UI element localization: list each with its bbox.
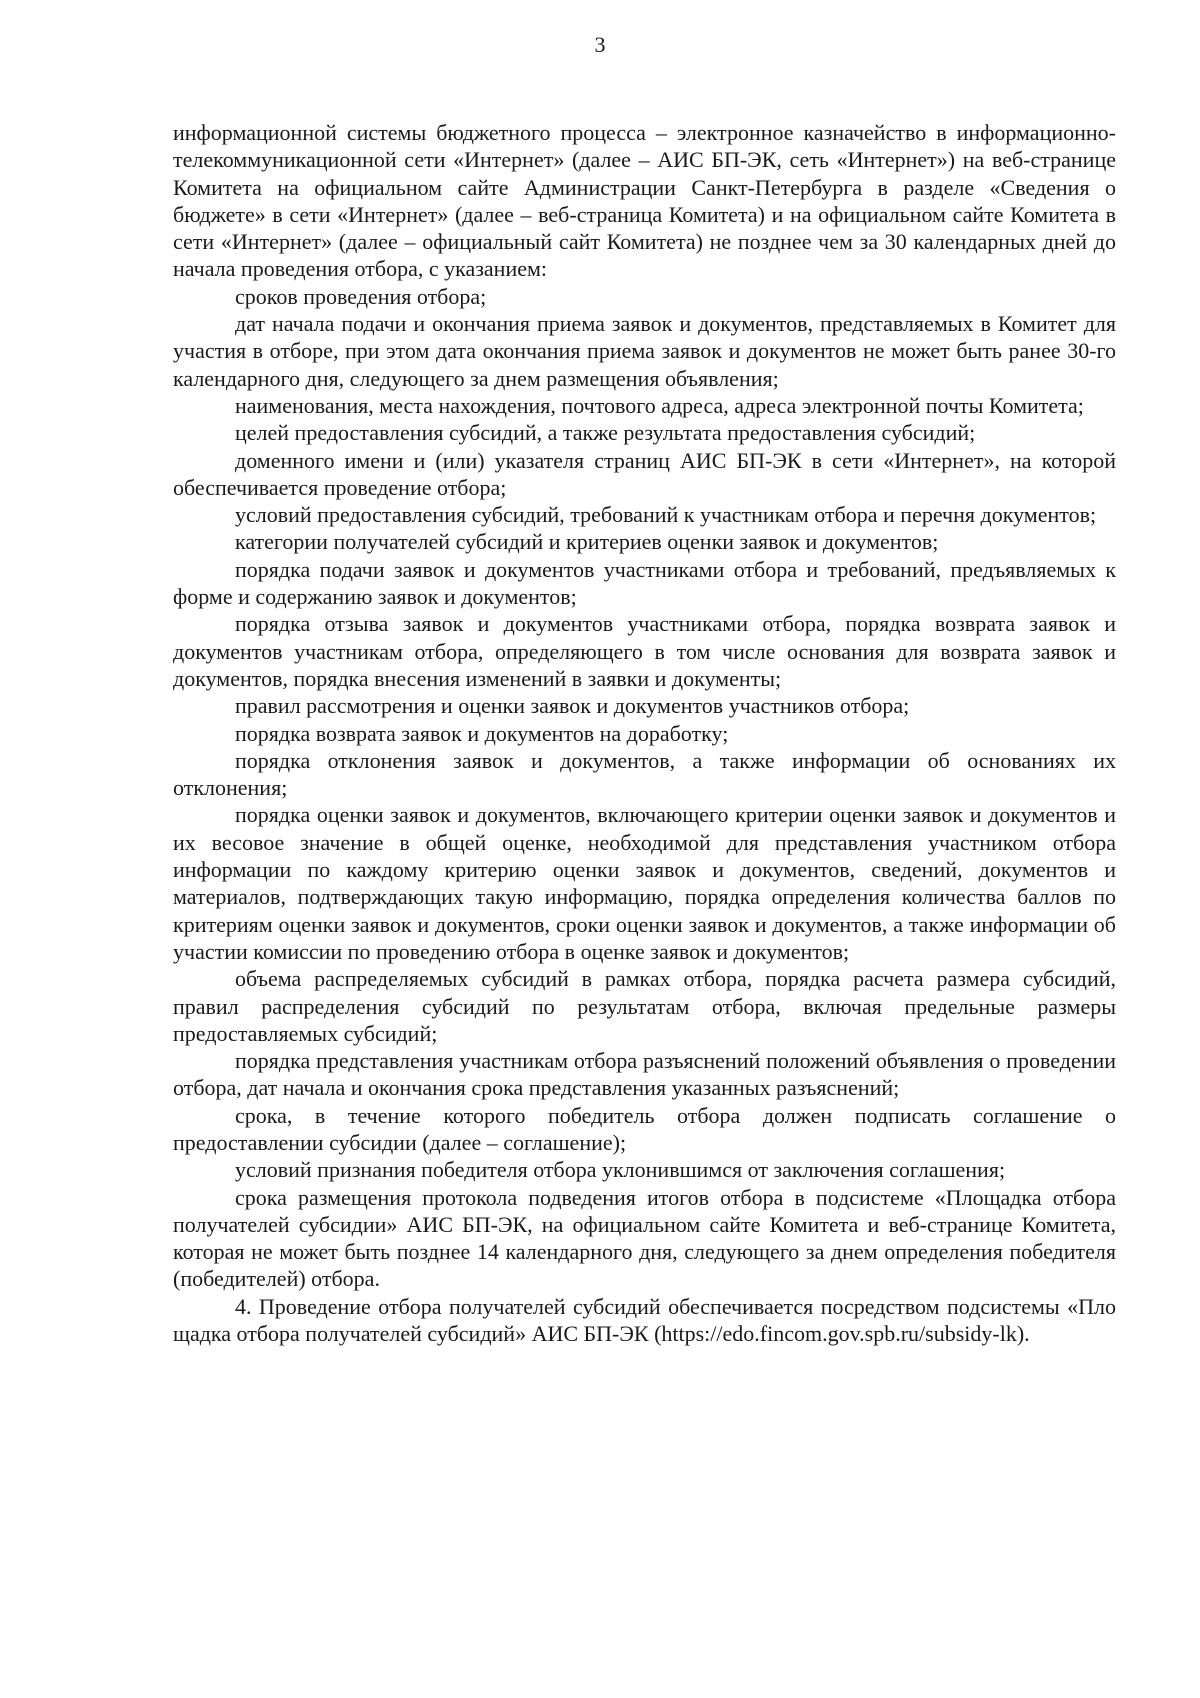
paragraph-domain-name: доменного имени и (или) указателя страниц АИС БП-ЭК в сети «Интернет», на которой обеспечивается проведение отбора; [173,447,1116,500]
paragraph-application-dates: дат начала подачи и окончания приема заявок и документов, представляемых в Комитет для участия в отборе, при этом дата окончания приема заявок и документов не может быть ранее 30-го календарного дня, следующего за днем размещения объявления; [173,311,1116,391]
paragraph-recipient-categories: категории получателей субсидий и критериев оценки заявок и документов; [235,529,939,555]
page-number: 3 [594,32,606,57]
paragraph-subsidy-volume: объема распределяемых субсидий в рамках отбора, порядка расчета размера субсидий, правил распределения субсидий по результатам отбора, включая предельные размеры предоставляемых субсидий; [173,966,1116,1046]
paragraph-agreement-term: срока, в течение которого победитель отбора должен подписать соглашение о предоставлении субсидии (далее – соглашение); [173,1102,1116,1155]
paragraph-clarifications: порядка представления участникам отбора разъяснений положений объявления о проведении отбора, дат начала и окончания срока представления указанных разъяснений; [173,1048,1116,1101]
paragraph-submission-order: порядка подачи заявок и документов участниками отбора и требований, предъявляемых к форме и содержанию заявок и документов; [173,556,1116,610]
document-body [173,119,1116,1347]
paragraph-protocol-placement: срока размещения протокола подведения итогов отбора в подсистеме «Площадка отбора получателей субсидии» АИС БП-ЭК, на официальном сайте Комитета и веб-странице Комитета, которая не может быть позднее 14 календарного дня, следующего за днем определения победителя (победителей) отбора. [173,1184,1116,1292]
paragraph-item-4: 4. Проведение отбора получателей субсидий обеспечивается посредством подсистемы «Площадка отбора получателей субсидий» АИС БП-ЭК (https://edo.fincom.gov.spb.ru/subsidy-lk). [173,1293,1116,1347]
paragraph-review-rules: правил рассмотрения и оценки заявок и документов участников отбора; [235,693,910,719]
paragraph-evasion-conditions: условий признания победителя отбора уклонившимся от заключения соглашения; [235,1157,1006,1183]
paragraph-conditions: условий предоставления субсидий, требований к участникам отбора и перечня документов; [235,502,1097,528]
paragraph-rejection-order: порядка отклонения заявок и документов, а также информации об основаниях их отклонения; [173,747,1116,801]
paragraph-withdrawal-order: порядка отзыва заявок и документов участниками отбора, порядка возврата заявок и документов участникам отбора, определяющего в том числе основания для возврата заявок и документов, порядка внесения изменений в заявки и документы; [173,611,1116,691]
paragraph-committee-contacts: наименования, места нахождения, почтового адреса, адреса электронной почты Комитета; [235,392,1084,418]
paragraph-return-for-revision: порядка возврата заявок и документов на доработку; [235,720,729,746]
paragraph-intro-continuation: информационной системы бюджетного процесса – электронное казначейство в информационно-телекоммуникационной сети «Интернет» (далее – АИС БП-ЭК, сеть «Интернет») на веб-странице Комитета на официальном сайте Администрации Санкт-Петербурга в разделе «Сведения о бюджете» в сети «Интернет» (далее – веб-страница Комитета) и на официальном сайте Комитета в сети «Интернет» (далее – официальный сайт Комитета) не позднее чем за 30 календарных дней до начала проведения отбора, с указанием: [173,120,1116,282]
paragraph-subsidy-goals: целей предоставления субсидий, а также результата предоставления субсидий; [235,420,976,446]
paragraph-evaluation-order: порядка оценки заявок и документов, включающего критерии оценки заявок и документов и их весовое значение в общей оценке, необходимой для представления участником отбора информации по каждому критерию оценки заявок и документов, сведений, документов и материалов, подтверждающих такую информацию, порядка определения количества баллов по критериям оценки заявок и документов, сроки оценки заявок и документов, а также информации об участии комиссии по проведению отбора в оценке заявок и документов; [173,802,1116,964]
paragraph-selection-terms: сроков проведения отбора; [235,283,487,309]
